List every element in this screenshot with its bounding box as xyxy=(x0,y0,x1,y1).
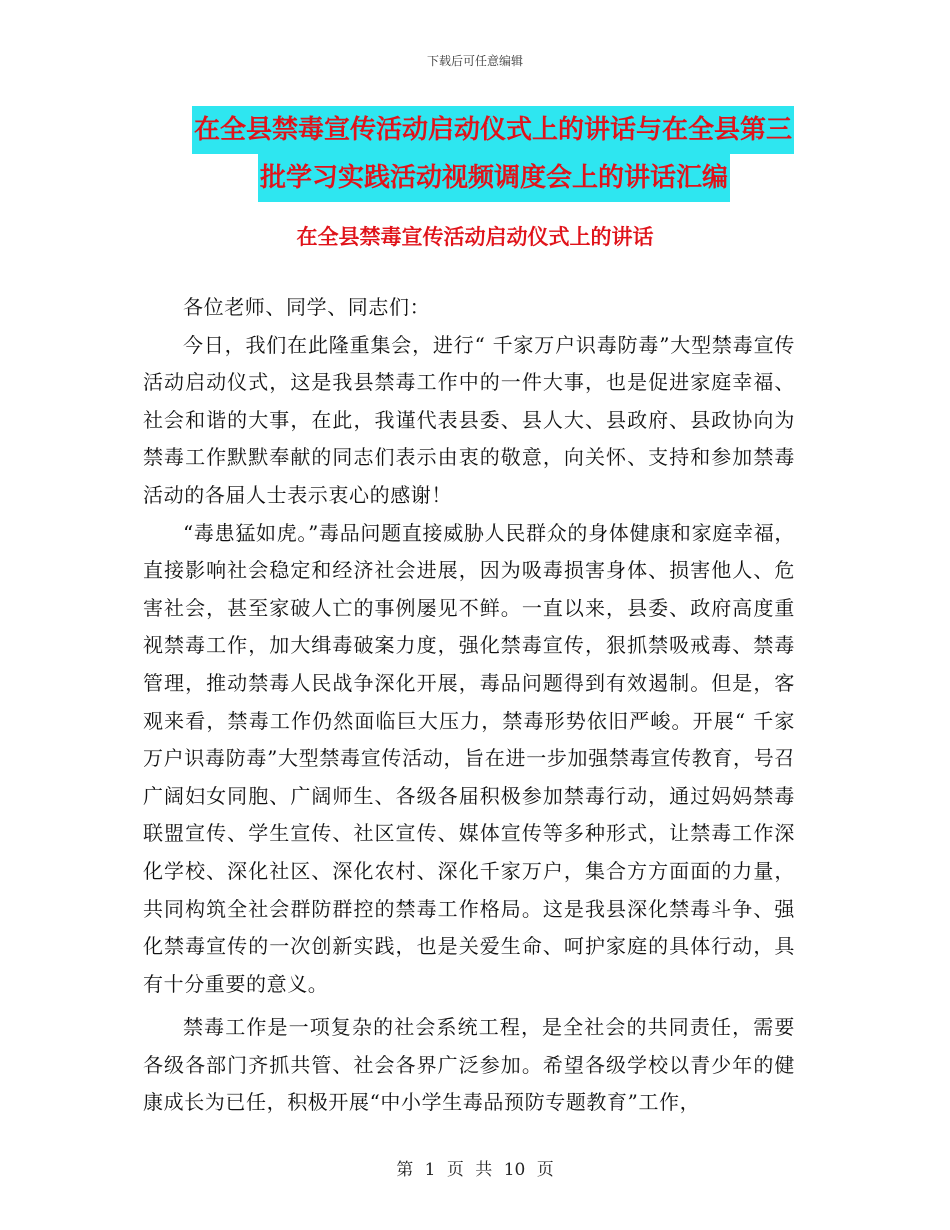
page-footer: 第 1 页 共 10 页 xyxy=(396,1160,554,1180)
document-body xyxy=(143,289,795,1122)
paragraph: 禁毒工作是一项复杂的社会系统工程，是全社会的共同责任，需要各级各部门齐抓共管、社会各界广泛参加。希望各级学校以青少年的健康成长为已任，积极开展“中小学生毒品预防专题教育”工作， xyxy=(143,1015,795,1115)
paragraph-salutation: 各位老师、同学、同志们： xyxy=(183,295,431,319)
document-title-line-1: 在全县禁毒宣传活动启动仪式上的讲话与在全县第三 xyxy=(192,106,794,154)
section-title: 在全县禁毒宣传活动启动仪式上的讲话 xyxy=(296,225,654,249)
document-title xyxy=(180,106,820,202)
document-title-line-2: 批学习实践活动视频调度会上的讲话汇编 xyxy=(258,154,730,202)
paragraph: “毒患猛如虎。”毒品问题直接威胁人民群众的身体健康和家庭幸福，直接影响社会稳定和经济社会进展，因为吸毒损害身体、损害他人、危害社会，甚至家破人亡的事例屡见不鲜。一直以来，县委、政府高度重视禁毒工作，加大缉毒破案力度，强化禁毒宣传，狠抓禁吸戒毒、禁毒管理，推动禁毒人民战争深化开展，毒品问题得到有效遏制。但是，客观来看，禁毒工作仍然面临巨大压力，禁毒形势依旧严峻。开展“ 千家万户识毒防毒”大型禁毒宣传活动，旨在进一步加强禁毒宣传教育，号召广阔妇女同胞、广阔师生、各级各届积极参加禁毒行动，通过妈妈禁毒联盟宣传、学生宣传、社区宣传、媒体宣传等多种形式，让禁毒工作深化学校、深化社区、深化农村、深化千家万户，集合方方面面的力量，共同构筑全社会群防群控的禁毒工作格局。这是我县深化禁毒斗争、强化禁毒宣传的一次创新实践，也是关爱生命、呵护家庭的具体行动，具有十分重要的意义。 xyxy=(143,520,795,996)
header-note: 下载后可任意编辑 xyxy=(426,54,523,68)
paragraph: 今日，我们在此隆重集会，进行“ 千家万户识毒防毒”大型禁毒宣传活动启动仪式，这是我县禁毒工作中的一件大事，也是促进家庭幸福、社会和谐的大事，在此，我谨代表县委、县人大、县政府、县政协向为禁毒工作默默奉献的同志们表示由衷的敬意，向关怀、支持和参加禁毒活动的各届人士表示衷心的感谢！ xyxy=(143,332,795,507)
